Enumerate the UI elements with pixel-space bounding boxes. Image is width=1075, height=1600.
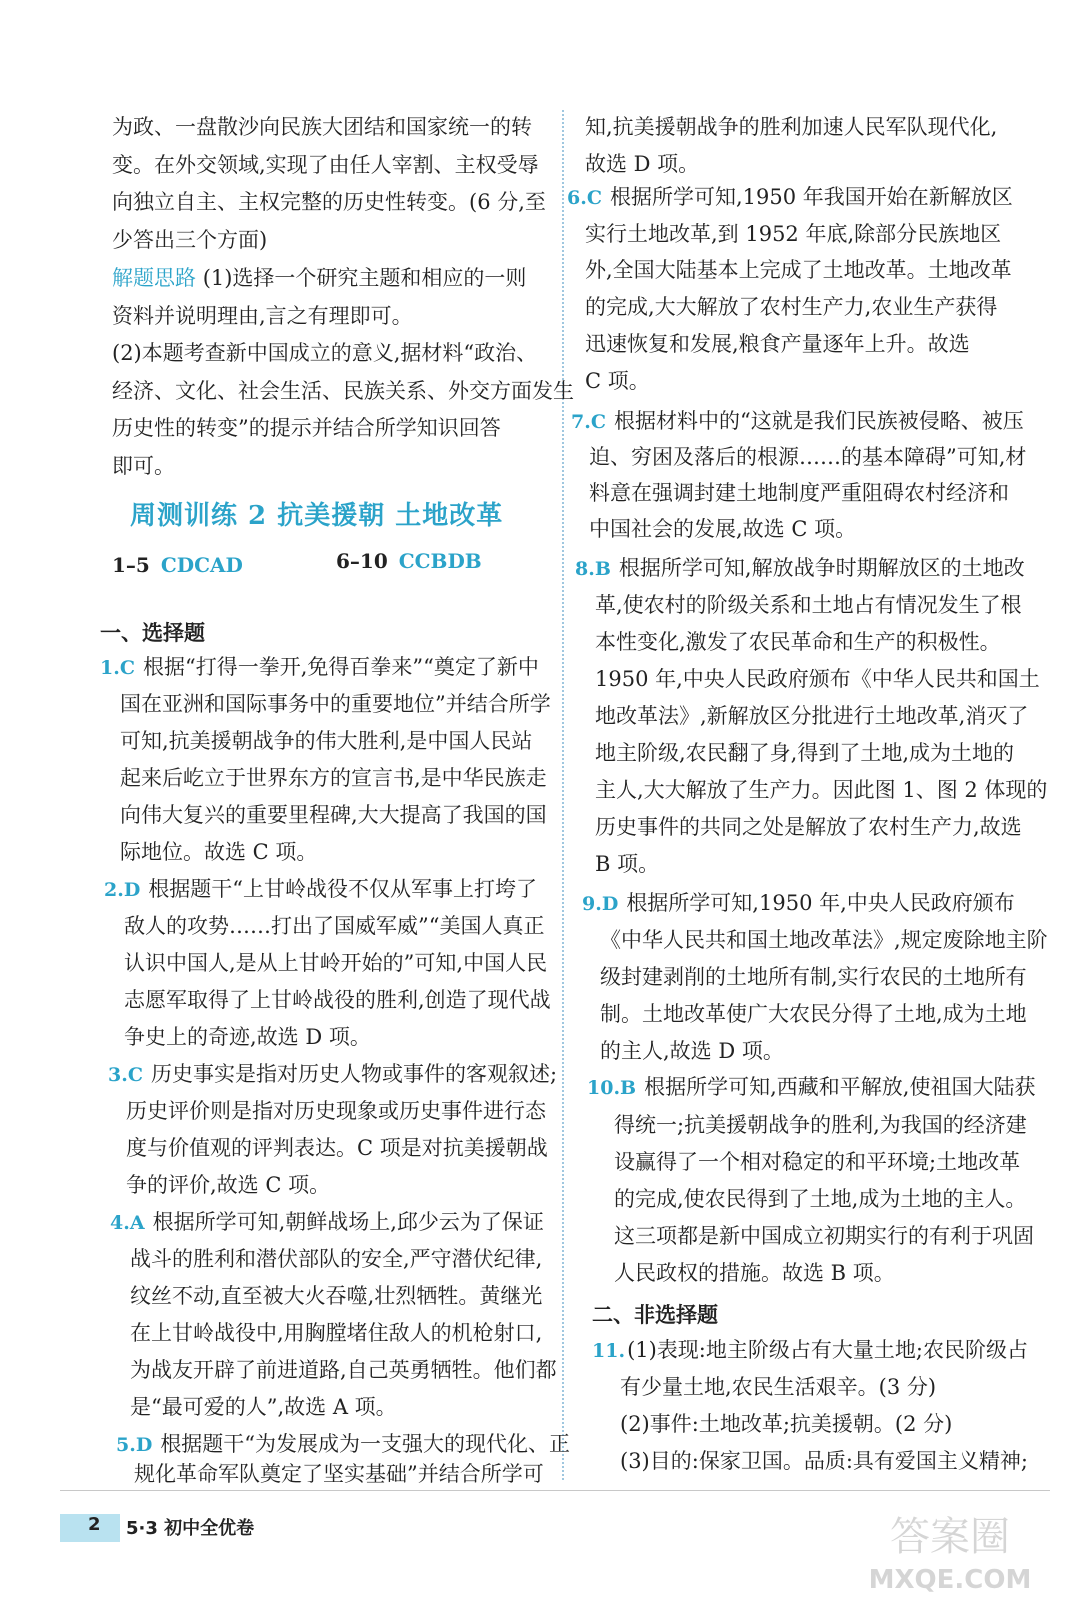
question-5 [116, 1430, 570, 1459]
intro-line: 向独立自主、主权完整的历史性转变。(6 分,至 [112, 190, 546, 214]
question-text: 根据所学可知,1950 年我国开始在新解放区 [609, 185, 1013, 209]
question-text: (1)表现:地主阶级占有大量土地;农民阶级占 [627, 1338, 1028, 1362]
intro-line: 变。在外交领域,实现了由任人宰割、主权受辱 [112, 153, 539, 177]
question-line: 知,抗美援朝战争的胜利加速人民军队现代化, [585, 115, 998, 139]
question-text: 根据“打得一拳开,免得百拳来”“奠定了新中 [142, 655, 539, 679]
answer-key-1 [112, 553, 243, 577]
question-line: 的主人,故选 D 项。 [600, 1039, 784, 1063]
question-line: 主人,大大解放了生产力。因此图 1、图 2 体现的 [595, 778, 1048, 802]
question-6 [567, 183, 1013, 212]
solution-tip-text: (1)选择一个研究主题和相应的一则 [202, 266, 527, 290]
question-4 [110, 1208, 544, 1237]
question-line: 规化革命军队奠定了坚实基础”并结合所学可 [134, 1462, 544, 1486]
question-line: 敌人的攻势……打出了国威军威”“美国人真正 [124, 914, 545, 938]
question-text: 根据所学可知,朝鲜战场上,邱少云为了保证 [152, 1210, 544, 1234]
question-number: 9.D [582, 893, 619, 915]
question-line: 迅速恢复和发展,粮食产量逐年上升。故选 [585, 332, 970, 356]
question-line: 迫、穷困及落后的根源……的基本障碍”可知,材 [589, 445, 1027, 469]
question-line: 为战友开辟了前进道路,自己英勇牺牲。他们都 [130, 1358, 557, 1382]
question-line: 这三项都是新中国成立初期实行的有利于巩固 [614, 1224, 1034, 1248]
question-number: 3.C [108, 1064, 143, 1086]
question-10 [587, 1073, 1035, 1102]
question-number: 10.B [587, 1077, 637, 1099]
question-line: 的完成,大大解放了农村生产力,农业生产获得 [585, 295, 998, 319]
question-7 [571, 407, 1024, 436]
question-number: 8.B [575, 558, 611, 580]
section-title: 周测训练 2 抗美援朝 土地改革 [130, 501, 504, 531]
question-line: B 项。 [595, 852, 660, 876]
question-11 [592, 1336, 1028, 1365]
question-line: 历史事件的共同之处是解放了农村生产力,故选 [595, 815, 1022, 839]
intro-line: 少答出三个方面) [112, 228, 268, 252]
tip-line: 经济、文化、社会生活、民族关系、外交方面发生 [112, 379, 574, 403]
question-number: 2.D [104, 879, 141, 901]
question-line: 实行土地改革,到 1952 年底,除部分民族地区 [585, 222, 1002, 246]
question-line: 料意在强调封建土地制度严重阻碍农村经济和 [589, 481, 1009, 505]
footer-rule [60, 1490, 1050, 1491]
question-line: 有少量土地,农民生活艰辛。(3 分) [620, 1375, 937, 1399]
question-line: 争史上的奇迹,故选 D 项。 [124, 1025, 371, 1049]
question-line: 向伟大复兴的重要里程碑,大大提高了我国的国 [120, 803, 547, 827]
watermark-url: MXQE.COM [868, 1565, 1032, 1595]
question-text: 根据材料中的“这就是我们民族被侵略、被压 [613, 409, 1024, 433]
page-number: 2 [88, 1514, 101, 1535]
question-number: 4.A [110, 1212, 145, 1234]
tip-line: 资料并说明理由,言之有理即可。 [112, 304, 413, 328]
tip-line: (2)本题考查新中国成立的意义,据材料“政治、 [112, 341, 538, 365]
question-line: 国在亚洲和国际事务中的重要地位”并结合所学 [120, 692, 551, 716]
question-line: 争的评价,故选 C 项。 [126, 1173, 331, 1197]
question-8 [575, 554, 1025, 583]
question-line: 外,全国大陆基本上完成了土地改革。土地改革 [585, 258, 1012, 282]
watermark-logo [850, 1500, 1050, 1600]
tip-line: 即可。 [112, 454, 175, 478]
question-line: 故选 D 项。 [585, 152, 700, 176]
question-line: 度与价值观的评判表达。C 项是对抗美援朝战 [126, 1136, 548, 1160]
question-line: 是“最可爱的人”,故选 A 项。 [130, 1395, 397, 1419]
solution-tip-label: 解题思路 [112, 266, 196, 290]
question-line: 历史评价则是指对历史现象或历史事件进行态 [126, 1099, 546, 1123]
question-line: 纹丝不动,直至被大火吞噬,壮烈牺牲。黄继光 [130, 1284, 543, 1308]
question-line: 战斗的胜利和潜伏部队的安全,严守潜伏纪律, [130, 1247, 543, 1271]
question-line: 起来后屹立于世界东方的宣言书,是中华民族走 [120, 766, 547, 790]
question-line: (3)目的:保家卫国。品质:具有爱国主义精神; [620, 1449, 1028, 1473]
question-number: 5.D [116, 1434, 153, 1456]
answer-key-2 [336, 549, 482, 573]
question-line: 本性变化,激发了农民革命和生产的积极性。 [595, 630, 1001, 654]
question-line: 制。土地改革使广大农民分得了土地,成为土地 [600, 1002, 1027, 1026]
answer-key-values: CCBDB [398, 549, 482, 573]
question-line: 际地位。故选 C 项。 [120, 840, 318, 864]
question-line: 人民政权的措施。故选 B 项。 [614, 1261, 895, 1285]
question-line: 中国社会的发展,故选 C 项。 [589, 517, 857, 541]
question-line: 得统一;抗美援朝战争的胜利,为我国的经济建 [614, 1113, 1027, 1137]
answer-key-range: 1–5 [112, 553, 150, 577]
answer-key-values: CDCAD [160, 553, 243, 577]
question-line: 《中华人民共和国土地改革法》,规定废除地主阶 [600, 928, 1048, 952]
question-line: 级封建剥削的土地所有制,实行农民的土地所有 [600, 965, 1027, 989]
question-line: 设赢得了一个相对稳定的和平环境;土地改革 [614, 1150, 1021, 1174]
question-line: 地主阶级,农民翻了身,得到了土地,成为土地的 [595, 741, 1015, 765]
question-text: 根据题干“为发展成为一支强大的现代化、正 [160, 1432, 571, 1456]
question-1 [100, 653, 539, 682]
watermark-text: 答案圈 [890, 1514, 1010, 1560]
question-text: 历史事实是指对历史人物或事件的客观叙述; [150, 1062, 558, 1086]
question-line: C 项。 [585, 369, 650, 393]
book-title: 5·3 初中全优卷 [126, 1518, 255, 1539]
heading-multiple-choice: 一、选择题 [100, 621, 205, 645]
question-number: 7.C [571, 411, 606, 433]
tip-line: 历史性的转变”的提示并结合所学知识回答 [112, 416, 501, 440]
question-text: 根据题干“上甘岭战役不仅从军事上打垮了 [148, 877, 538, 901]
question-text: 根据所学可知,西藏和平解放,使祖国大陆获 [644, 1075, 1036, 1099]
heading-non-multiple-choice: 二、非选择题 [592, 1303, 718, 1327]
question-3 [108, 1060, 557, 1089]
question-number: 1.C [100, 657, 135, 679]
question-line: 志愿军取得了上甘岭战役的胜利,创造了现代战 [124, 988, 551, 1012]
intro-line: 为政、一盘散沙向民族大团结和国家统一的转 [112, 115, 532, 139]
question-text: 根据所学可知,1950 年,中央人民政府颁布 [626, 891, 1015, 915]
question-line: (2)事件:土地改革;抗美援朝。(2 分) [620, 1412, 953, 1436]
question-2 [104, 875, 537, 904]
question-line: 的完成,使农民得到了土地,成为土地的主人。 [614, 1187, 1027, 1211]
solution-tip [112, 264, 526, 292]
question-number: 11. [592, 1340, 626, 1362]
question-number: 6.C [567, 187, 602, 209]
question-line: 在上甘岭战役中,用胸膛堵住敌人的机枪射口, [130, 1321, 543, 1345]
question-line: 地改革法》,新解放区分批进行土地改革,消灭了 [595, 704, 1029, 728]
column-divider [562, 110, 564, 1480]
question-line: 1950 年,中央人民政府颁布《中华人民共和国土 [595, 667, 1040, 691]
question-line: 革,使农村的阶级关系和土地占有情况发生了根 [595, 593, 1022, 617]
question-line: 可知,抗美援朝战争的伟大胜利,是中国人民站 [120, 729, 533, 753]
answer-key-range: 6–10 [336, 549, 388, 573]
question-line: 认识中国人,是从上甘岭开始的”可知,中国人民 [124, 951, 548, 975]
question-text: 根据所学可知,解放战争时期解放区的土地改 [618, 556, 1025, 580]
question-9 [582, 889, 1015, 918]
